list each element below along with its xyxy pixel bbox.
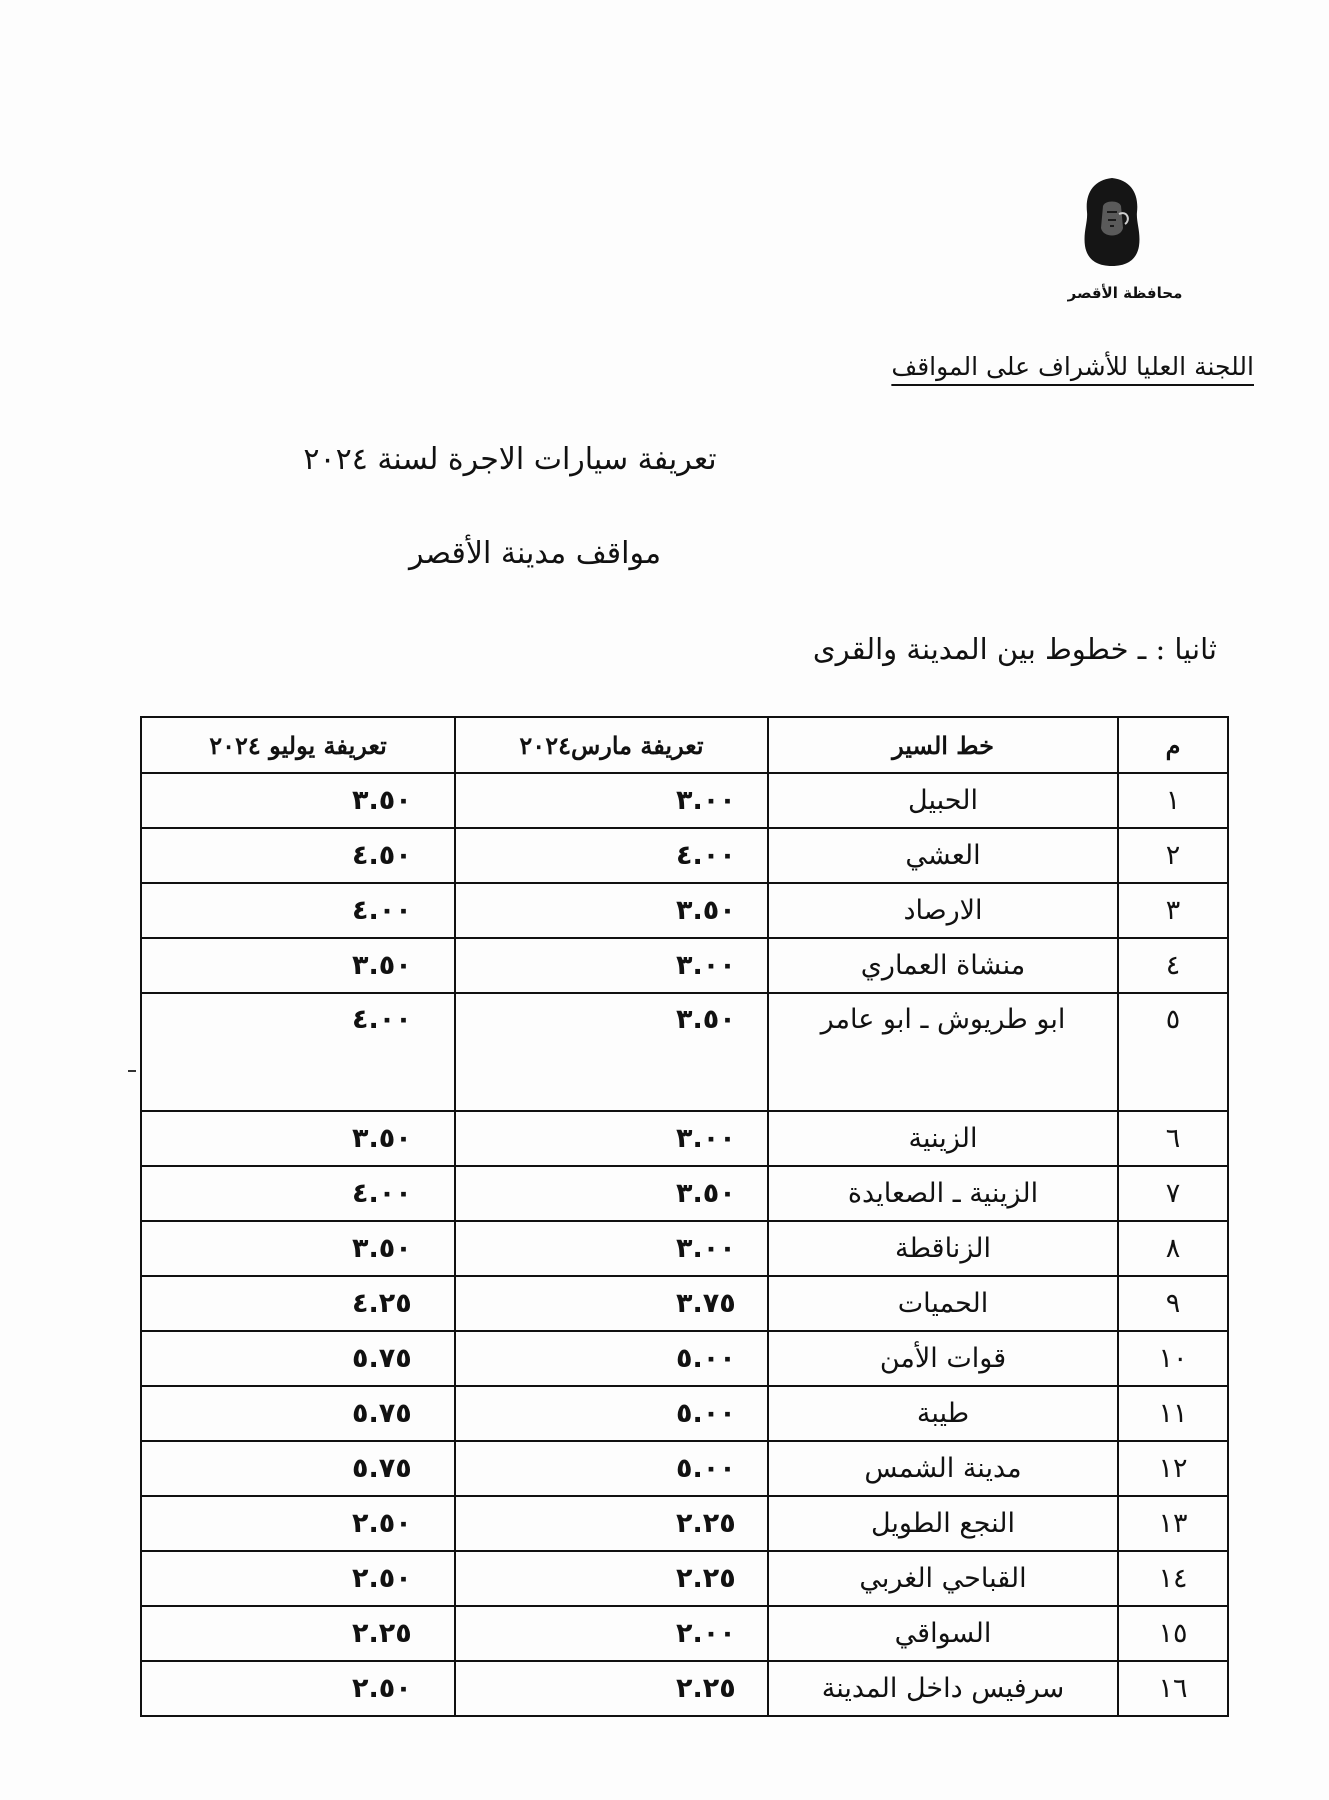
row-num: ٤: [1118, 938, 1228, 993]
table-row: [141, 883, 1228, 938]
row-num: ٩: [1118, 1276, 1228, 1331]
row-march-fare: ٣.٥٠: [455, 883, 768, 938]
row-july-fare: ٢.٢٥: [141, 1606, 455, 1661]
fare-table: [140, 716, 1229, 1717]
row-march-fare: ٢.٢٥: [455, 1661, 768, 1716]
row-march-fare: ٥.٠٠: [455, 1386, 768, 1441]
row-line: سرفيس داخل المدينة: [768, 1661, 1118, 1716]
row-num: ٧: [1118, 1166, 1228, 1221]
row-july-fare: ٣.٥٠: [141, 773, 455, 828]
row-num: ١٠: [1118, 1331, 1228, 1386]
row-line: السواقي: [768, 1606, 1118, 1661]
logo-caption: محافظة الأقصر: [1067, 284, 1183, 302]
row-line: قوات الأمن: [768, 1331, 1118, 1386]
row-march-fare: ٢.٠٠: [455, 1606, 768, 1661]
row-july-fare: ٢.٥٠: [141, 1551, 455, 1606]
header-line: خط السير: [768, 717, 1118, 773]
row-line: الزينية: [768, 1111, 1118, 1166]
row-march-fare: ٣.٠٠: [455, 773, 768, 828]
row-num: ١: [1118, 773, 1228, 828]
table-row: [141, 938, 1228, 993]
table-row: [141, 828, 1228, 883]
table-row: [141, 1661, 1228, 1716]
row-july-fare: ٣.٥٠: [141, 1111, 455, 1166]
row-line: الزينية ـ الصعايدة: [768, 1166, 1118, 1221]
row-num: ١٢: [1118, 1441, 1228, 1496]
pharaoh-head-icon: [1079, 176, 1145, 268]
row-line: النجع الطويل: [768, 1496, 1118, 1551]
row-july-fare: ٢.٥٠: [141, 1661, 455, 1716]
row-march-fare: ٣.٠٠: [455, 1111, 768, 1166]
margin-mark: [128, 1070, 136, 1072]
table-row: [141, 773, 1228, 828]
section-heading: ثانيا : ـ خطوط بين المدينة والقرى: [812, 632, 1217, 666]
row-march-fare: ٣.٠٠: [455, 938, 768, 993]
row-num: ١٥: [1118, 1606, 1228, 1661]
row-num: ١١: [1118, 1386, 1228, 1441]
row-num: ١٣: [1118, 1496, 1228, 1551]
row-march-fare: ٥.٠٠: [455, 1331, 768, 1386]
row-line: الزناقطة: [768, 1221, 1118, 1276]
row-march-fare: ٢.٢٥: [455, 1496, 768, 1551]
row-line: الارصاد: [768, 883, 1118, 938]
committee-heading: اللجنة العليا للأشراف على المواقف: [891, 352, 1254, 381]
table-row: [141, 1551, 1228, 1606]
row-july-fare: ٤.٠٠: [141, 1166, 455, 1221]
row-march-fare: ٤.٠٠: [455, 828, 768, 883]
row-line: الحميات: [768, 1276, 1118, 1331]
row-march-fare: ٣.٠٠: [455, 1221, 768, 1276]
row-num: ٢: [1118, 828, 1228, 883]
row-july-fare: ٤.٠٠: [141, 993, 455, 1111]
table-row: [141, 1441, 1228, 1496]
document-subtitle: مواقف مدينة الأقصر: [408, 536, 662, 571]
row-july-fare: ٣.٥٠: [141, 938, 455, 993]
row-line: القباحي الغربي: [768, 1551, 1118, 1606]
table-row: [141, 1111, 1228, 1166]
table-row: [141, 1496, 1228, 1551]
table-row: [141, 1331, 1228, 1386]
row-july-fare: ٥.٧٥: [141, 1331, 455, 1386]
row-march-fare: ٥.٠٠: [455, 1441, 768, 1496]
row-july-fare: ٤.٥٠: [141, 828, 455, 883]
header-march: تعريفة مارس٢٠٢٤: [455, 717, 768, 773]
document-title: تعريفة سيارات الاجرة لسنة ٢٠٢٤: [303, 442, 717, 477]
row-july-fare: ٢.٥٠: [141, 1496, 455, 1551]
governorate-logo: [1065, 172, 1185, 312]
row-july-fare: ٥.٧٥: [141, 1386, 455, 1441]
row-num: ١٦: [1118, 1661, 1228, 1716]
row-july-fare: ٤.٠٠: [141, 883, 455, 938]
header-july: تعريفة يوليو ٢٠٢٤: [141, 717, 455, 773]
row-line: مدينة الشمس: [768, 1441, 1118, 1496]
row-july-fare: ٤.٢٥: [141, 1276, 455, 1331]
table-row: [141, 1166, 1228, 1221]
row-march-fare: ٣.٥٠: [455, 1166, 768, 1221]
header-num: م: [1118, 717, 1228, 773]
row-july-fare: ٥.٧٥: [141, 1441, 455, 1496]
row-line: الحبيل: [768, 773, 1118, 828]
row-num: ٨: [1118, 1221, 1228, 1276]
table-row: [141, 1276, 1228, 1331]
row-num: ١٤: [1118, 1551, 1228, 1606]
table-row: [141, 1221, 1228, 1276]
row-july-fare: ٣.٥٠: [141, 1221, 455, 1276]
row-march-fare: ٣.٧٥: [455, 1276, 768, 1331]
table-header-row: [141, 717, 1228, 773]
row-line: منشاة العماري: [768, 938, 1118, 993]
row-line: طيبة: [768, 1386, 1118, 1441]
row-line: ابو طريوش ـ ابو عامر: [768, 993, 1118, 1111]
row-march-fare: ٢.٢٥: [455, 1551, 768, 1606]
table-row: [141, 1606, 1228, 1661]
row-num: ٥: [1118, 993, 1228, 1111]
row-num: ٦: [1118, 1111, 1228, 1166]
table-row: [141, 1386, 1228, 1441]
row-num: ٣: [1118, 883, 1228, 938]
row-line: العشي: [768, 828, 1118, 883]
table-row: [141, 993, 1228, 1111]
row-march-fare: ٣.٥٠: [455, 993, 768, 1111]
